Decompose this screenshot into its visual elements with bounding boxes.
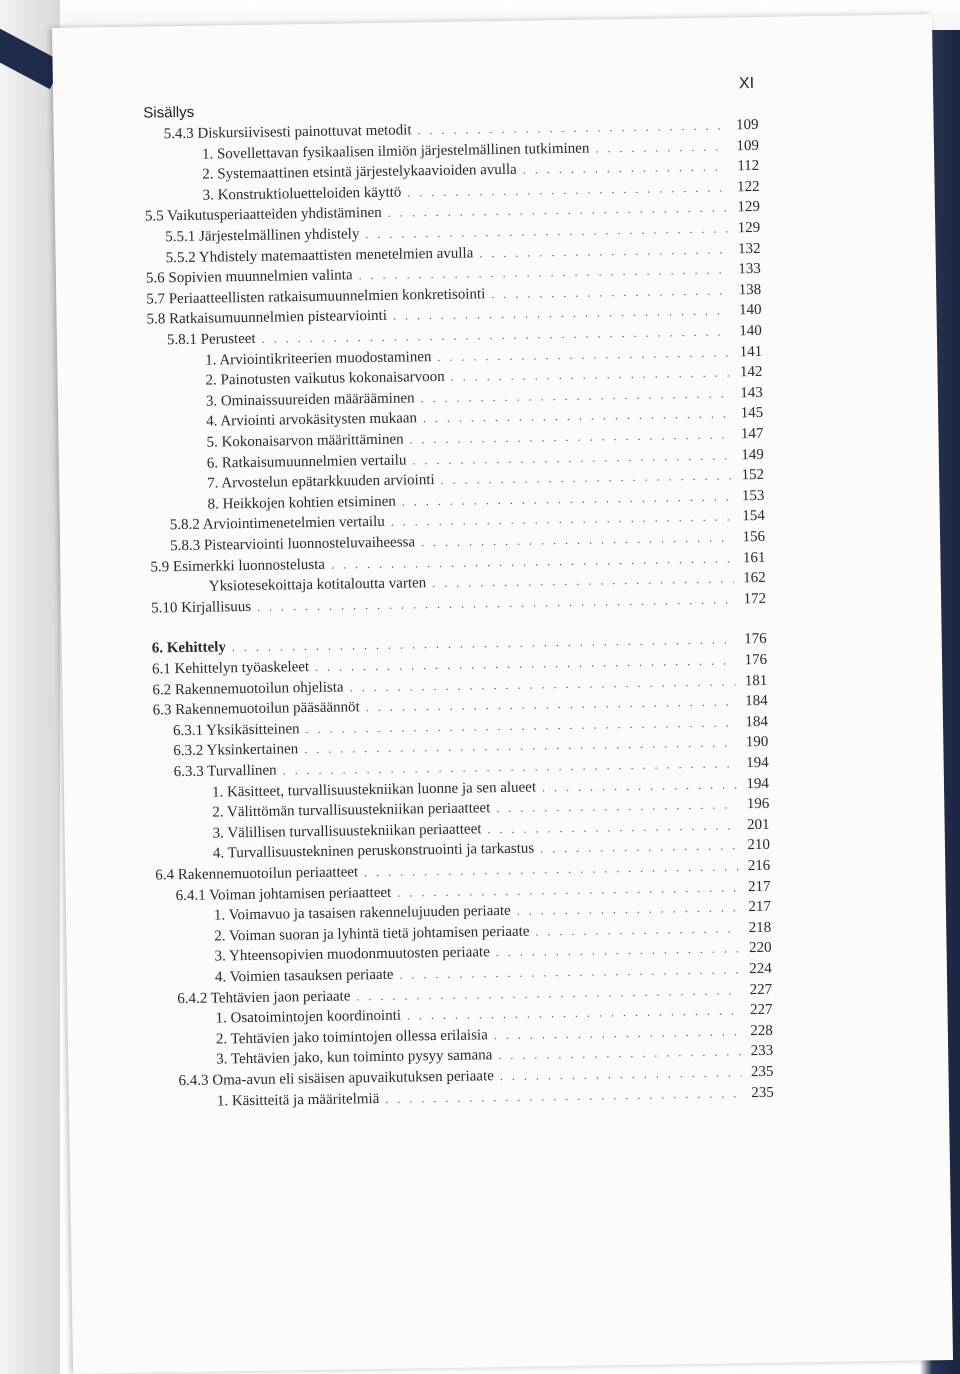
toc-leader-dots <box>542 777 737 795</box>
toc-entry-page: 140 <box>738 302 762 319</box>
toc-entry-page: 162 <box>743 570 766 587</box>
toc-entry-title: 1. Voimavuo ja tasaisen rakennelujuuden periaate <box>213 903 511 924</box>
toc-entry-title: 6.3.2 Yksinkertainen <box>173 741 299 760</box>
toc-leader-dots <box>523 160 728 178</box>
toc-entry-page: 217 <box>747 878 771 895</box>
toc-leader-dots <box>358 263 729 284</box>
toc-entry-title: 5.4.3 Diskursiivisesti painottuvat metodit <box>163 122 412 143</box>
toc-entry-page: 133 <box>738 261 761 278</box>
toc-entry-title: 5.7 Periaatteellisten ratkaisumuunnelmien konkretisointi <box>146 286 486 308</box>
toc-entry-page: 194 <box>746 754 769 772</box>
toc-entry-title: 6. Kehittely <box>151 639 227 657</box>
toc-leader-dots <box>391 510 733 530</box>
toc-entry-title: 1. Käsitteitä ja määritelmiä <box>216 1090 380 1110</box>
toc-entry-title: 5.8.3 Pistearviointi luonnosteluvaiheessa <box>170 534 416 555</box>
toc-leader-dots <box>262 324 730 346</box>
toc-leader-dots <box>356 983 740 1004</box>
toc-leader-dots <box>479 242 729 261</box>
toc-leader-dots <box>500 1065 742 1084</box>
toc-leader-dots <box>305 715 736 737</box>
toc-entry-title: 2. Tehtävien jako toimintojen ollessa erilaisia <box>215 1027 488 1048</box>
toc-leader-dots <box>399 962 740 982</box>
toc-leader-dots <box>366 695 736 716</box>
toc-entry-page: 132 <box>737 240 761 257</box>
toc-entry-title: 3. Tehtävien jako, kun toiminto pysyy samana <box>216 1047 493 1068</box>
toc-entry-page: 201 <box>746 816 770 833</box>
toc-entry-page: 152 <box>741 467 765 484</box>
toc-entry-page: 161 <box>742 549 766 566</box>
toc-entry-page: 216 <box>747 857 771 875</box>
toc-entry-page: 129 <box>737 219 761 237</box>
toc-leader-dots <box>364 859 738 880</box>
toc-leader-dots <box>393 304 730 324</box>
toc-leader-dots <box>517 901 739 919</box>
toc-entry-page: 112 <box>737 158 760 175</box>
toc-entry-page: 227 <box>749 1001 773 1019</box>
toc-entry-title: 5.8 Ratkaisumuunnelmien pistearviointi <box>146 308 388 328</box>
toc-entry-title: 5.5 Vaikutusperiaatteiden yhdistäminen <box>144 205 382 225</box>
toc-entry <box>217 1084 774 1110</box>
toc-leader-dots <box>388 201 728 221</box>
toc-entry-page: 138 <box>738 281 762 299</box>
toc-leader-dots <box>498 1045 741 1064</box>
toc-entry-page: 140 <box>739 322 762 340</box>
toc-leader-dots <box>494 1024 741 1043</box>
toc-entry-title: 1. Osatoimintojen koordinointi <box>215 1007 402 1027</box>
toc-entry-page: 210 <box>747 837 771 854</box>
toc-leader-dots <box>402 489 733 509</box>
toc-entry-title: 5. Kokonaisarvon määrittäminen <box>206 431 404 451</box>
toc-leader-dots <box>407 1003 741 1023</box>
toc-entry-page: 147 <box>740 425 764 443</box>
toc-leader-dots <box>232 633 735 656</box>
toc-leader-dots <box>304 736 736 758</box>
toc-entry-title: 5.6 Sopivien muunnelmien valinta <box>145 267 353 287</box>
toc-entry-page: 145 <box>740 405 764 422</box>
toc-entry-page: 235 <box>750 1063 774 1081</box>
toc-leader-dots <box>451 366 731 385</box>
toc-entry-page: 196 <box>746 796 770 813</box>
toc-entry-page: 109 <box>736 137 760 154</box>
toc-entry-title: 6.4.2 Tehtävien jaon periaate <box>177 988 351 1007</box>
toc-entry-page: 172 <box>743 590 767 608</box>
toc-entry-title: 3. Ominaissuureiden määrääminen <box>205 390 415 410</box>
toc-entry-page: 190 <box>745 734 769 751</box>
toc-entry-title: 6.4.1 Voiman johtamisen periaatteet <box>175 884 392 904</box>
toc-entry-title: 2. Välittömän turvallisuustekniikan periaatteet <box>212 800 491 821</box>
toc-entry-title: 2. Voiman suoran ja lyhintä tietä johtamisen periaate <box>214 923 530 945</box>
toc-entry-title: 3. Konstruktioluetteloiden käyttö <box>202 184 402 204</box>
toc-leader-dots <box>535 921 739 939</box>
toc-entry-page: 141 <box>739 343 763 360</box>
toc-entry-page: 181 <box>744 672 768 689</box>
toc-entry-page: 184 <box>745 693 768 710</box>
toc-entry-page: 217 <box>748 899 772 916</box>
toc-leader-dots <box>365 221 728 242</box>
toc-leader-dots <box>496 798 737 817</box>
toc-leader-dots <box>491 283 729 302</box>
toc-leader-dots <box>417 118 726 138</box>
toc-leader-dots <box>595 139 727 156</box>
toc-entry-title: 1. Arviointikriteerien muodostaminen <box>205 348 432 369</box>
toc-leader-dots <box>421 530 733 550</box>
toc-entry-title: 6.4 Rakennemuotoilun periaatteet <box>155 864 359 884</box>
toc-leader-dots <box>420 386 731 406</box>
toc-entry-page: 227 <box>749 981 773 998</box>
toc-leader-dots <box>407 180 727 200</box>
toc-entry-title: 6.3.3 Turvallinen <box>173 762 277 781</box>
toc-entry-page: 153 <box>741 487 765 505</box>
toc-entry-page: 194 <box>746 775 770 792</box>
toc-entry-page: 235 <box>751 1084 774 1101</box>
toc-leader-dots <box>283 756 737 778</box>
toc-leader-dots <box>540 839 738 857</box>
toc-entry-title: 2. Painotusten vaikutus kokonaisarvoon <box>205 369 445 389</box>
toc-entry-title: 4. Arviointi arvokäsitysten mukaan <box>206 410 418 431</box>
toc-entry-page: 109 <box>735 116 759 134</box>
toc-leader-dots <box>487 818 737 837</box>
toc-entry-title: 6.3.1 Yksikäsitteinen <box>172 720 300 739</box>
running-header: Sisällys <box>143 103 195 122</box>
toc-entry-title: 5.8.2 Arviointimenetelmien vertailu <box>169 514 385 534</box>
toc-leader-dots <box>409 427 731 447</box>
toc-entry-title: 4. Voimien tasauksen periaate <box>214 966 394 986</box>
toc-leader-dots <box>437 345 730 365</box>
toc-entry-title: 6.2 Rakennemuotoilun ohjelista <box>152 679 344 699</box>
toc-entry-title: 5.5.2 Yhdistely matemaattisten menetelmien avulla <box>165 245 474 266</box>
toc-leader-dots <box>432 572 734 592</box>
toc-entry-title: 5.10 Kirjallisuus <box>151 598 252 617</box>
toc-entry-title: 5.5.1 Järjestelmällinen yhdistely <box>165 226 360 246</box>
toc-entry-title: 4. Turvallisuustekninen peruskonstruointi ja tarkastus <box>212 840 535 862</box>
toc-entry-page: 218 <box>748 919 772 936</box>
toc-leader-dots <box>397 880 739 900</box>
toc-entry-title: 2. Systemaattinen etsintä järjestelykaavioiden avulla <box>202 161 517 183</box>
toc-entry-title: 1. Käsitteet, turvallisuustekniikan luonne ja sen alueet <box>211 779 537 801</box>
toc-entry-title: Yksiotesekoittaja kotitaloutta varten <box>208 575 427 595</box>
toc-entry-page: 142 <box>739 364 763 381</box>
toc-entry-page: 176 <box>744 651 768 669</box>
toc-leader-dots <box>385 1086 742 1107</box>
toc-leader-dots <box>331 551 734 572</box>
toc-entry-page: 233 <box>750 1043 774 1060</box>
toc-entry-page: 156 <box>742 528 766 546</box>
toc-leader-dots <box>350 674 736 695</box>
toc-entry-page: 129 <box>737 199 761 216</box>
toc-entry-title: 5.8.1 Perusteet <box>166 330 256 349</box>
left-page-edge <box>0 0 60 1374</box>
toc-entry-title: 6.3 Rakennemuotoilun pääsäännöt <box>152 699 360 719</box>
toc-entry-title: 5.9 Esimerkki luonnostelusta <box>150 556 326 576</box>
toc-entry-title: 1. Sovellettavan fysikaalisen ilmiön järjestelmällinen tutkiminen <box>201 140 590 163</box>
toc-entry-title: 6.1 Kehittelyn työaskeleet <box>151 659 310 678</box>
page-number-roman: XI <box>738 74 755 93</box>
toc-entry-page: 154 <box>742 508 765 525</box>
toc-entry-page: 143 <box>740 384 763 402</box>
toc-entry-page: 220 <box>748 940 772 957</box>
toc-entry-title: 3. Yhteensopivien muodonmuutosten periaate <box>214 944 490 965</box>
toc-entry-page: 224 <box>749 960 772 978</box>
book-page <box>52 14 953 1374</box>
toc-entry-title: 6.4.3 Oma-avun eli sisäisen apuvaikutuksen periaate <box>178 1068 494 1090</box>
toc-entry-page: 122 <box>736 178 760 196</box>
toc-leader-dots <box>315 653 735 675</box>
toc-leader-dots <box>496 942 740 961</box>
toc-entry-title: 6. Ratkaisumuunnelmien vertailu <box>206 452 407 472</box>
toc-leader-dots <box>257 592 734 614</box>
toc-entry-title: 7. Arvostelun epätarkkuuden arviointi <box>207 472 435 492</box>
toc-entry-page: 228 <box>750 1022 773 1039</box>
toc-entry-title: 8. Heikkojen kohtien etsiminen <box>207 493 396 513</box>
toc-entry-page: 184 <box>745 713 769 730</box>
toc-entry-title: 3. Välillisen turvallisuustekniikan periaatteet <box>212 821 482 842</box>
toc-leader-dots <box>440 469 732 489</box>
toc-leader-dots <box>412 448 732 468</box>
toc-leader-dots <box>423 407 731 427</box>
toc-entry-page: 149 <box>741 446 764 463</box>
toc-entry-page: 176 <box>744 631 767 648</box>
